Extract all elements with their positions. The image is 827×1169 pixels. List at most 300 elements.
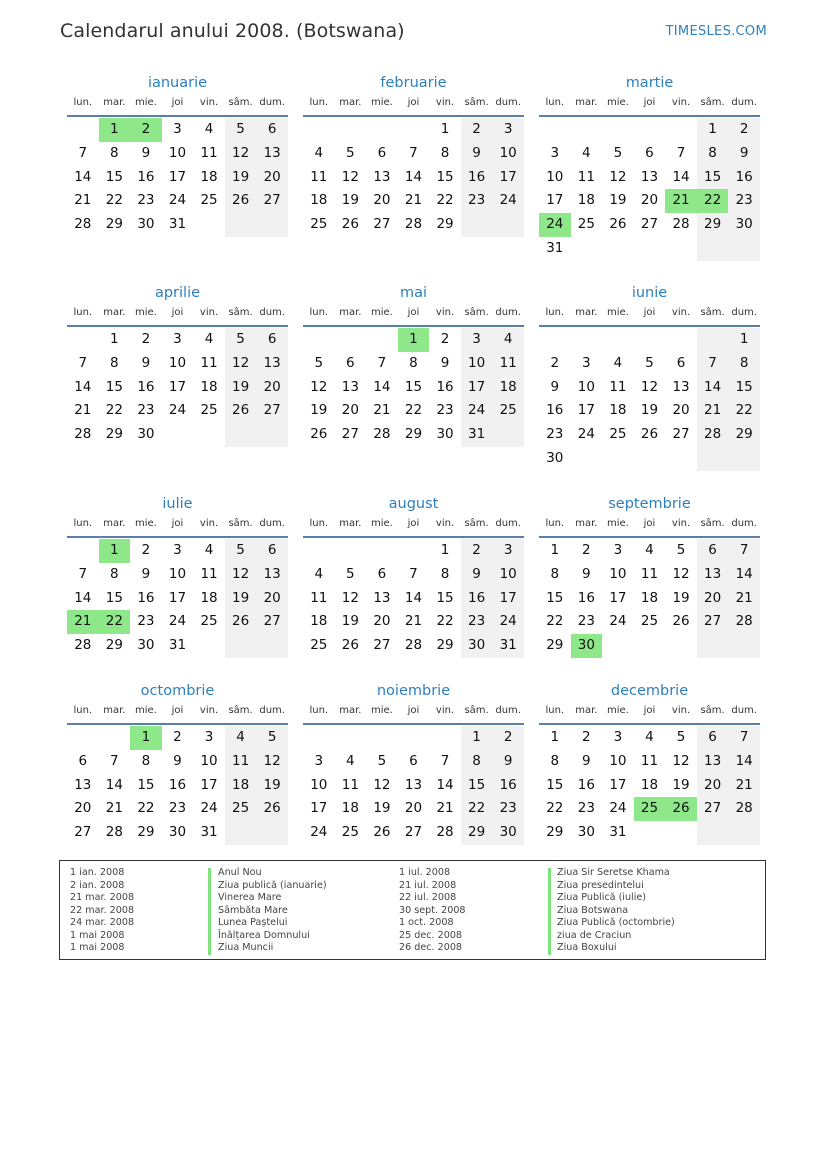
weekday-label: vin. (199, 518, 219, 529)
legend-date: 21 iul. 2008 (399, 879, 457, 891)
empty-cell (67, 118, 99, 142)
day-cell: 2 (728, 118, 760, 142)
day-cell: 28 (728, 610, 760, 634)
day-cell: 3 (173, 542, 182, 558)
weekday-label: vin. (199, 97, 219, 108)
day-cell: 23 (728, 189, 760, 213)
weekday-label: joi (643, 518, 656, 529)
legend-holiday-name: Sâmbăta Mare (218, 904, 288, 916)
weekday-label: mie. (606, 97, 629, 108)
day-cell: 26 (609, 216, 627, 233)
day-cell: 8 (440, 144, 450, 161)
day-cell: 29 (105, 637, 123, 654)
empty-cell (366, 328, 398, 352)
empty-cell (634, 118, 666, 142)
day-cell: 12 (225, 352, 257, 376)
day-cell: 5 (225, 118, 257, 142)
weekday-header (67, 94, 288, 117)
empty-cell (634, 237, 666, 261)
day-cell: 5 (676, 542, 686, 558)
legend-holiday-name: Ziua Botswana (557, 904, 629, 916)
day-cell: 14 (404, 589, 423, 606)
day-cell: 27 (256, 189, 288, 213)
day-grid (67, 539, 288, 658)
day-cell: 2 (141, 542, 151, 558)
day-cell: 11 (492, 352, 524, 376)
day-cell: 5 (256, 726, 288, 750)
day-cell: 5 (225, 539, 257, 563)
day-cell: 3 (613, 542, 623, 558)
weekday-label: mar. (339, 307, 362, 318)
day-cell: 13 (697, 563, 729, 587)
empty-cell (602, 447, 634, 471)
legend-holiday-name: Ziua presedintelui (557, 879, 644, 891)
weekday-label: vin. (671, 97, 691, 108)
day-cell: 7 (78, 144, 88, 161)
weekday-label: joi (407, 518, 420, 529)
weekday-label: lun. (545, 97, 565, 108)
month-august (303, 494, 524, 658)
day-cell: 25 (577, 216, 595, 233)
empty-cell (697, 328, 729, 352)
empty-cell (602, 328, 634, 352)
day-cell: 16 (137, 589, 155, 606)
legend-date: 24 mar. 2008 (70, 917, 135, 928)
day-cell: 1 (550, 729, 560, 745)
day-cell: 3 (492, 118, 524, 142)
day-cell: 16 (577, 589, 595, 606)
day-cell: 1 (697, 118, 729, 142)
day-cell: 3 (492, 539, 524, 563)
weekday-header (67, 702, 288, 725)
weekday-label: mie. (134, 97, 157, 108)
day-cell: 16 (546, 402, 564, 419)
day-cell: 14 (436, 776, 454, 793)
month-name: septembrie (608, 496, 691, 512)
month-name: noiembrie (376, 683, 451, 699)
day-cell: 23 (461, 610, 493, 634)
day-grid (67, 328, 288, 447)
day-cell: 8 (110, 354, 119, 371)
weekday-label: joi (643, 97, 656, 108)
day-cell: 18 (225, 774, 257, 798)
empty-cell (256, 213, 288, 237)
empty-cell (539, 328, 571, 352)
day-cell: 21 (728, 587, 760, 611)
month-ianuarie (67, 73, 288, 237)
day-cell: 7 (440, 752, 450, 769)
day-cell: 13 (404, 776, 423, 793)
page-title: Calendarul anului 2008. (Botswana) (60, 20, 405, 42)
day-cell: 5 (377, 752, 387, 769)
day-cell: 23 (546, 426, 564, 443)
day-cell: 6 (346, 354, 355, 371)
day-cell: 22 (728, 399, 760, 423)
month-name: iunie (631, 285, 668, 301)
day-cell: 2 (440, 331, 450, 347)
empty-cell (67, 328, 99, 352)
day-cell: 19 (225, 376, 257, 400)
day-cell: 18 (640, 589, 659, 606)
weekday-header (539, 702, 760, 725)
day-cell: 20 (256, 166, 288, 190)
month-name: martie (625, 75, 674, 91)
month-name: decembrie (610, 683, 689, 699)
day-cell: 2 (173, 729, 182, 745)
day-cell: 20 (373, 192, 391, 209)
empty-cell (303, 726, 335, 750)
weekday-header (303, 702, 524, 725)
day-cell: 21 (404, 192, 423, 209)
day-cell: 10 (577, 378, 595, 395)
legend-date: 1 ian. 2008 (70, 867, 125, 878)
day-cell: 19 (373, 800, 391, 817)
day-cell: 16 (436, 378, 454, 395)
day-cell: 28 (436, 824, 454, 841)
empty-cell (492, 213, 524, 237)
day-cell: 5 (645, 354, 654, 371)
day-cell: 14 (404, 168, 423, 185)
day-cell: 15 (105, 168, 123, 185)
day-cell: 30 (137, 637, 155, 654)
holiday-day: 24 (539, 213, 571, 237)
day-cell: 4 (582, 144, 591, 161)
day-cell: 30 (168, 824, 187, 841)
day-cell: 12 (256, 750, 288, 774)
weekday-label: joi (407, 307, 420, 318)
legend-date: 22 mar. 2008 (70, 904, 135, 916)
weekday-label: joi (407, 97, 420, 108)
empty-cell (571, 237, 603, 261)
empty-cell (256, 423, 288, 447)
legend-holiday-name: Lunea Paștelui (218, 917, 288, 928)
day-cell: 25 (310, 637, 328, 654)
empty-cell (335, 118, 367, 142)
day-cell: 9 (141, 144, 151, 161)
day-cell: 10 (492, 563, 524, 587)
day-cell: 2 (461, 539, 493, 563)
day-cell: 26 (640, 426, 659, 443)
empty-cell (697, 447, 729, 471)
weekday-header (539, 304, 760, 327)
day-grid (539, 118, 760, 261)
day-cell: 12 (672, 752, 690, 769)
empty-cell (193, 213, 225, 237)
day-cell: 4 (204, 331, 214, 347)
day-cell: 29 (436, 637, 454, 654)
day-cell: 25 (225, 797, 257, 821)
day-cell: 20 (373, 613, 391, 630)
day-cell: 7 (697, 352, 729, 376)
empty-cell (665, 328, 697, 352)
day-cell: 5 (314, 354, 324, 371)
weekday-label: dum. (495, 307, 521, 318)
day-cell: 17 (492, 166, 524, 190)
weekday-label: lun. (309, 307, 329, 318)
day-cell: 7 (728, 726, 760, 750)
weekday-label: sâm. (464, 705, 489, 716)
day-cell: 15 (404, 378, 423, 395)
day-cell: 19 (609, 192, 627, 209)
day-cell: 10 (461, 352, 493, 376)
day-cell: 9 (461, 563, 493, 587)
holiday-day: 1 (99, 539, 131, 563)
day-cell: 25 (341, 824, 359, 841)
empty-cell (398, 118, 430, 142)
day-cell: 14 (105, 776, 123, 793)
day-cell: 22 (461, 797, 493, 821)
day-cell: 5 (346, 565, 355, 582)
day-cell: 3 (550, 144, 560, 161)
day-cell: 24 (168, 402, 187, 419)
day-cell: 17 (609, 589, 627, 606)
day-cell: 9 (141, 565, 151, 582)
day-cell: 17 (168, 589, 187, 606)
day-cell: 23 (137, 402, 155, 419)
weekday-label: mar. (575, 705, 598, 716)
weekday-label: dum. (495, 705, 521, 716)
day-cell: 14 (373, 378, 391, 395)
weekday-label: mie. (606, 307, 629, 318)
day-cell: 28 (404, 637, 423, 654)
legend-right-dates (399, 867, 466, 955)
empty-cell (398, 726, 430, 750)
empty-cell (398, 539, 430, 563)
empty-cell (67, 539, 99, 563)
day-cell: 26 (672, 613, 690, 630)
brand-link[interactable]: TIMESLES.COM (665, 24, 767, 39)
day-grid (67, 118, 288, 237)
day-cell: 25 (492, 399, 524, 423)
day-cell: 13 (256, 563, 288, 587)
day-cell: 25 (640, 613, 659, 630)
weekday-label: mie. (370, 97, 393, 108)
day-cell: 19 (672, 589, 690, 606)
day-cell: 6 (377, 565, 387, 582)
day-cell: 16 (492, 774, 524, 798)
weekday-label: lun. (545, 307, 565, 318)
day-cell: 27 (697, 797, 729, 821)
day-cell: 8 (550, 752, 560, 769)
holiday-day: 30 (571, 634, 603, 658)
empty-cell (728, 634, 760, 658)
day-cell: 7 (728, 539, 760, 563)
day-cell: 30 (137, 426, 155, 443)
day-cell: 6 (256, 328, 288, 352)
day-cell: 8 (440, 565, 450, 582)
day-cell: 31 (168, 637, 187, 654)
weekday-label: mar. (339, 705, 362, 716)
day-cell: 15 (105, 378, 123, 395)
month-martie (539, 73, 760, 261)
day-grid (303, 118, 524, 237)
day-cell: 26 (373, 824, 391, 841)
day-cell: 20 (672, 402, 690, 419)
day-cell: 6 (697, 539, 729, 563)
day-cell: 20 (341, 402, 359, 419)
weekday-label: lun. (309, 705, 329, 716)
day-cell: 22 (137, 800, 155, 817)
day-cell: 28 (728, 797, 760, 821)
day-cell: 17 (461, 376, 493, 400)
weekday-label: dum. (259, 97, 285, 108)
day-cell: 29 (697, 213, 729, 237)
day-cell: 23 (577, 800, 595, 817)
day-cell: 10 (609, 752, 627, 769)
day-cell: 17 (577, 402, 595, 419)
holiday-day: 22 (697, 189, 729, 213)
empty-cell (634, 821, 666, 845)
day-cell: 19 (341, 613, 359, 630)
legend-holiday-name: ziua de Craciun (557, 929, 632, 941)
holiday-day: 1 (398, 328, 430, 352)
empty-cell (366, 726, 398, 750)
day-cell: 11 (225, 750, 257, 774)
day-cell: 21 (728, 774, 760, 798)
day-cell: 4 (314, 144, 324, 161)
day-cell: 9 (582, 752, 591, 769)
day-cell: 15 (546, 776, 564, 793)
day-cell: 18 (640, 776, 659, 793)
day-cell: 17 (546, 192, 564, 209)
day-cell: 1 (461, 726, 493, 750)
day-cell: 24 (200, 800, 218, 817)
day-cell: 1 (440, 542, 450, 558)
day-cell: 30 (436, 426, 454, 443)
legend-date: 1 iul. 2008 (399, 867, 451, 878)
day-cell: 21 (436, 800, 454, 817)
weekday-label: sâm. (228, 97, 253, 108)
day-cell: 17 (492, 587, 524, 611)
day-cell: 3 (314, 752, 324, 769)
day-cell: 8 (409, 354, 418, 371)
day-cell: 30 (728, 213, 760, 237)
day-cell: 18 (492, 376, 524, 400)
day-cell: 20 (697, 587, 729, 611)
legend-holiday-name: Ziua Publică (octombrie) (557, 917, 675, 928)
day-cell: 21 (404, 613, 423, 630)
empty-cell (335, 539, 367, 563)
day-cell: 24 (461, 399, 493, 423)
empty-cell (665, 118, 697, 142)
day-cell: 11 (310, 589, 328, 606)
empty-cell (225, 821, 257, 845)
day-cell: 18 (609, 402, 627, 419)
day-cell: 14 (74, 589, 92, 606)
day-cell: 4 (613, 354, 623, 371)
empty-cell (303, 118, 335, 142)
day-grid (539, 726, 760, 845)
weekday-label: dum. (495, 518, 521, 529)
day-cell: 15 (137, 776, 155, 793)
day-cell: 4 (645, 542, 654, 558)
weekday-label: dum. (259, 705, 285, 716)
day-cell: 12 (373, 776, 391, 793)
day-cell: 10 (168, 354, 187, 371)
day-cell: 29 (137, 824, 155, 841)
weekday-label: mar. (103, 705, 126, 716)
month-name: februarie (380, 75, 447, 91)
day-grid (303, 726, 524, 845)
day-cell: 12 (225, 142, 257, 166)
day-cell: 31 (168, 216, 187, 233)
empty-cell (303, 539, 335, 563)
day-cell: 18 (341, 800, 359, 817)
day-cell: 9 (440, 354, 450, 371)
weekday-label: lun. (73, 307, 93, 318)
empty-cell (256, 821, 288, 845)
day-cell: 13 (373, 168, 391, 185)
legend-date: 26 dec. 2008 (399, 942, 463, 953)
legend-holiday-name: Anul Nou (218, 867, 262, 878)
month-name: ianuarie (147, 75, 208, 91)
day-cell: 10 (546, 168, 564, 185)
empty-cell (335, 328, 367, 352)
day-cell: 25 (310, 216, 328, 233)
day-cell: 4 (204, 121, 214, 137)
day-cell: 25 (200, 192, 218, 209)
month-iulie (67, 494, 288, 658)
holiday-day: 21 (665, 189, 697, 213)
day-cell: 27 (373, 637, 391, 654)
day-cell: 7 (110, 752, 119, 769)
day-cell: 24 (577, 426, 595, 443)
day-cell: 9 (141, 354, 151, 371)
weekday-label: joi (171, 307, 184, 318)
day-cell: 2 (492, 726, 524, 750)
empty-cell (99, 726, 131, 750)
day-cell: 29 (461, 821, 493, 845)
weekday-label: dum. (495, 97, 521, 108)
weekday-header (303, 515, 524, 538)
legend-date: 22 iul. 2008 (399, 892, 457, 903)
day-cell: 24 (168, 613, 187, 630)
empty-cell (225, 423, 257, 447)
day-cell: 14 (74, 378, 92, 395)
weekday-header (303, 304, 524, 327)
day-cell: 10 (492, 142, 524, 166)
weekday-label: mie. (606, 705, 629, 716)
month-decembrie (539, 681, 760, 845)
day-cell: 5 (676, 729, 686, 745)
empty-cell (571, 447, 603, 471)
weekday-label: sâm. (700, 307, 725, 318)
weekday-label: mie. (370, 705, 393, 716)
holiday-legend (59, 860, 766, 960)
month-noiembrie (303, 681, 524, 845)
legend-right-names (557, 867, 675, 955)
day-cell: 28 (697, 423, 729, 447)
day-cell: 23 (577, 613, 595, 630)
day-cell: 3 (582, 354, 591, 371)
day-cell: 14 (74, 168, 92, 185)
weekday-label: sâm. (228, 307, 253, 318)
day-cell: 12 (640, 378, 659, 395)
day-cell: 31 (609, 824, 627, 841)
month-aprilie (67, 283, 288, 447)
day-cell: 11 (200, 565, 218, 582)
day-cell: 17 (168, 378, 187, 395)
day-cell: 4 (645, 729, 654, 745)
day-cell: 8 (461, 750, 493, 774)
day-cell: 29 (728, 423, 760, 447)
day-cell: 10 (310, 776, 328, 793)
day-cell: 27 (373, 216, 391, 233)
day-cell: 30 (137, 216, 155, 233)
weekday-label: joi (171, 97, 184, 108)
day-cell: 4 (225, 726, 257, 750)
day-cell: 30 (546, 449, 564, 466)
